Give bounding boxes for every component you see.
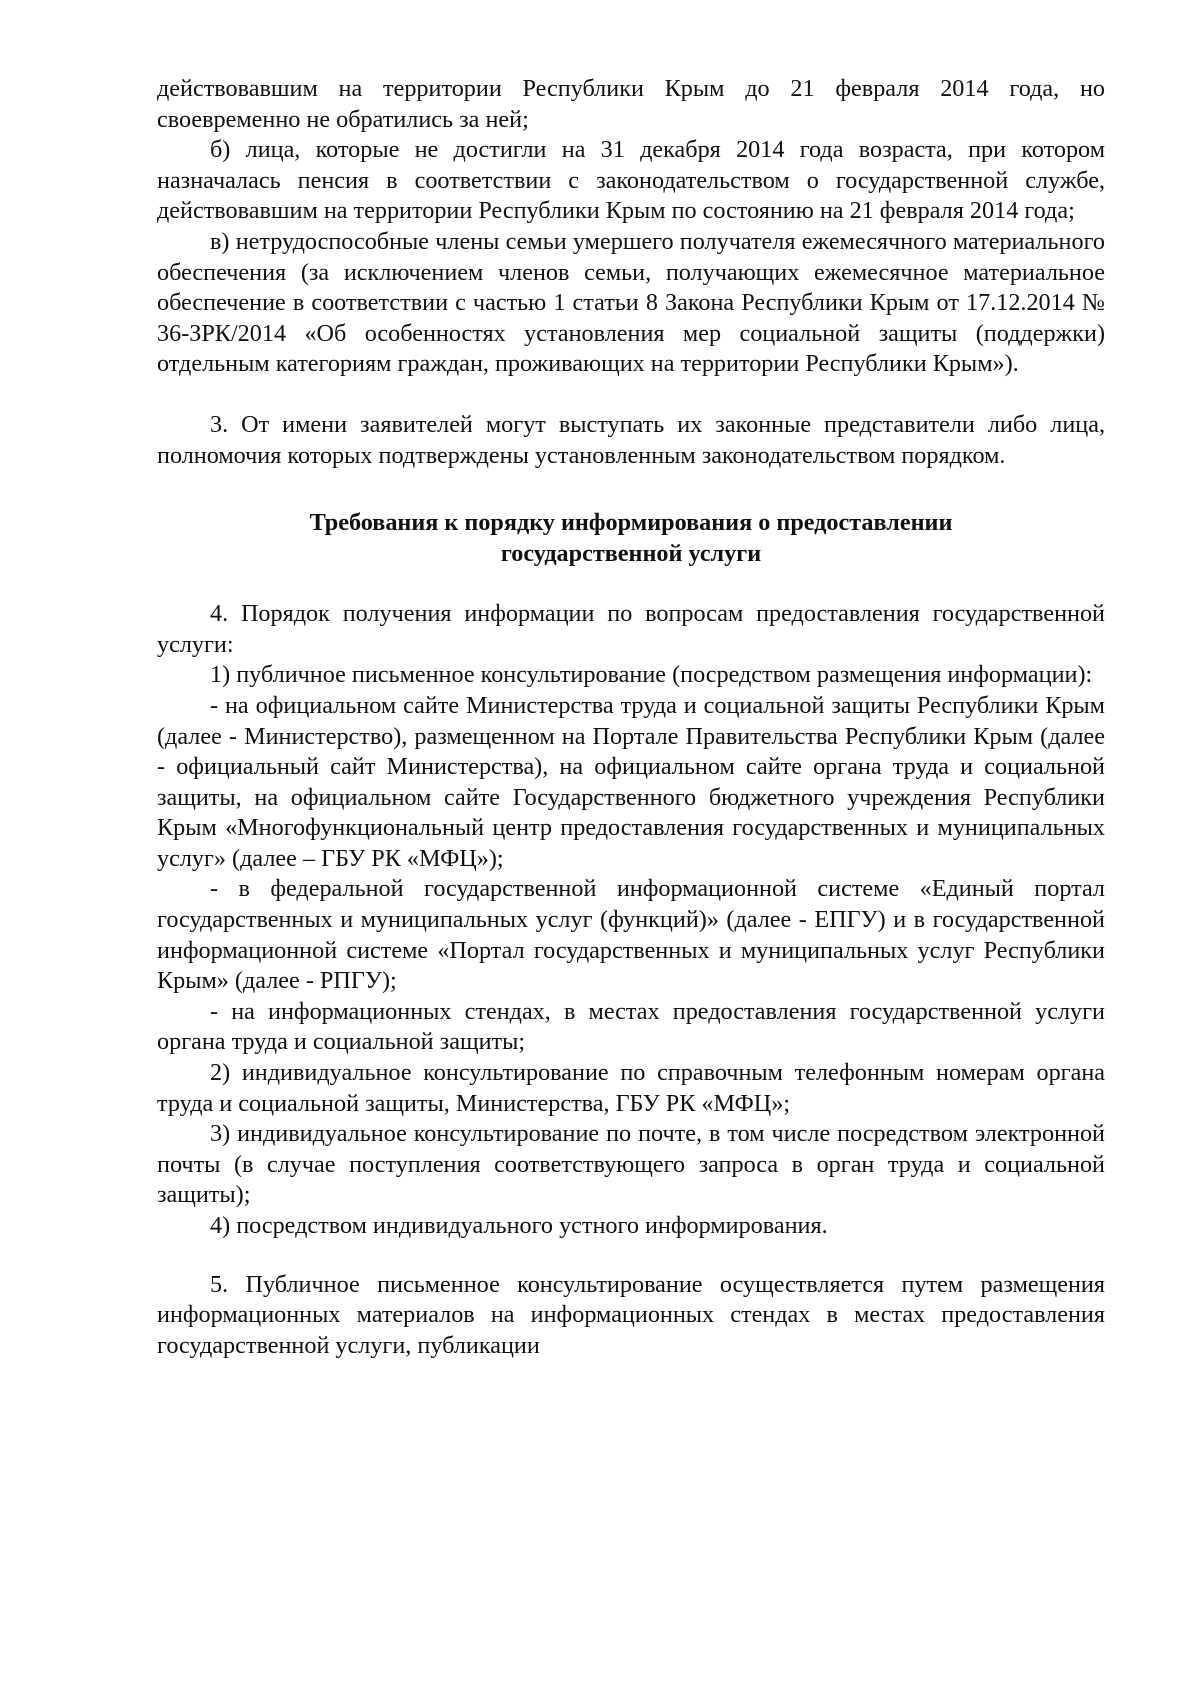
paragraph-4-1-a: - на официальном сайте Министерства труда и социальной защиты Республики Крым (далее - Министерство), размещенном на Портале Правительства Республики Крым (далее - официальный сайт Министерства), на официальном сайте органа труда и социальной защиты, на официальном сайте Государственного бюджетного учреждения Республики Крым «Многофункциональный центр предоставления государственных и муниципальных услуг» (далее – ГБУ РК «МФЦ»); — [157, 691, 1105, 872]
paragraph-4-1-c: - на информационных стендах, в местах предоставления государственной услуги органа труда и социальной защиты; — [157, 997, 1105, 1056]
paragraph-5: 5. Публичное письменное консультирование осуществляется путем размещения информационных материалов на информационных стендах в местах предоставления государственной услуги, публикации — [157, 1270, 1105, 1359]
section-heading — [157, 507, 1105, 569]
paragraph-b: б) лица, которые не достигли на 31 декабря 2014 года возраста, при котором назначалась пенсия в соответствии с законодательством о государственной службе, действовавшим на территории Республики Крым по состоянию на 21 февраля 2014 года; — [157, 136, 1105, 225]
paragraph-v: в) нетрудоспособные члены семьи умершего получателя ежемесячного материального обеспечения (за исключением членов семьи, получающих ежемесячное материальное обеспечение в соответствии с частью 1 статьи 8 Закона Республики Крым от 17.12.2014 № 36-ЗРК/2014 «Об особенностях установления мер социальной защиты (поддержки) отдельным категориям граждан, проживающих на территории Республики Крым»). — [157, 227, 1105, 378]
paragraph-4-4: 4) посредством индивидуального устного информирования. — [210, 1212, 828, 1239]
paragraph-4-3: 3) индивидуальное консультирование по почте, в том числе посредством электронной почты (в случае поступления соответствующего запроса в орган труда и социальной защиты); — [157, 1120, 1105, 1209]
paragraph-intro: действовавшим на территории Республики Крым до 21 февраля 2014 года, но своевременно не обратились за ней; — [157, 75, 1105, 133]
section-heading-line-2: государственной услуги — [500, 540, 762, 568]
paragraph-4-1: 1) публичное письменное консультирование (посредством размещения информации): — [210, 661, 1093, 689]
paragraph-4-2: 2) индивидуальное консультирование по справочным телефонным номерам органа труда и социальной защиты, Министерства, ГБУ РК «МФЦ»; — [157, 1059, 1105, 1117]
section-heading-line-1: Требования к порядку информирования о предоставлении — [309, 509, 953, 537]
paragraph-4-1-b: - в федеральной государственной информационной системе «Единый портал государственных и муниципальных услуг (функций)» (далее - ЕПГУ) и в государственной информационной системе «Портал государственных и муниципальных услуг Республики Крым» (далее - РПГУ); — [157, 875, 1105, 995]
document-page — [157, 74, 1105, 1361]
paragraph-4: 4. Порядок получения информации по вопросам предоставления государственной услуги: — [157, 600, 1105, 658]
paragraph-3: 3. От имени заявителей могут выступать их законные представители либо лица, полномочия которых подтверждены установленным законодательством порядком. — [157, 410, 1105, 469]
